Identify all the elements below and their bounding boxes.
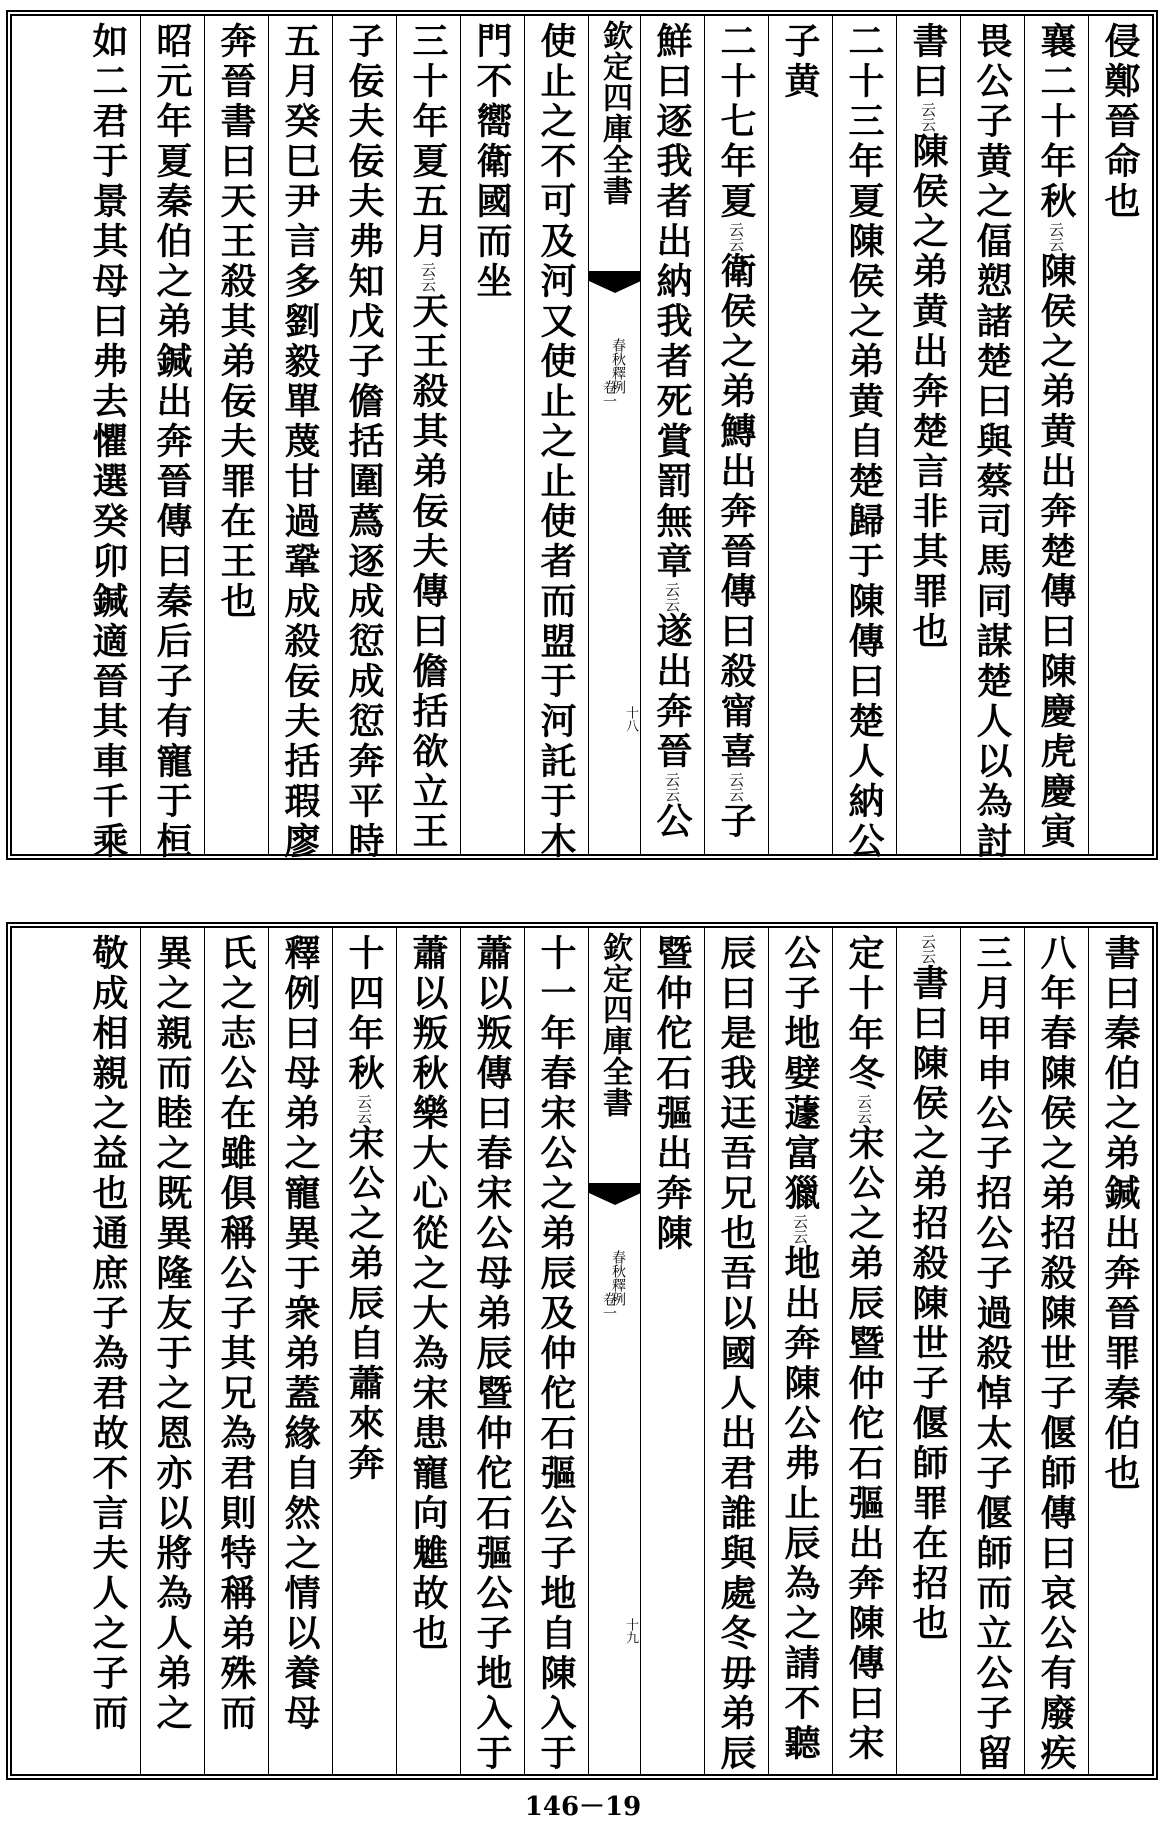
abbreviation-note: 云云 — [919, 934, 937, 964]
book-title: 春秋釋例 — [610, 1250, 626, 1306]
text-column — [460, 928, 524, 1774]
text-column — [704, 928, 768, 1774]
text-segment: 三十年夏五月 — [407, 22, 449, 262]
text-column — [832, 16, 896, 862]
column-text — [525, 22, 588, 862]
column-text — [1089, 934, 1152, 1494]
column-text — [269, 934, 332, 1734]
text-segment: 遂出奔晉 — [651, 612, 693, 772]
text-column — [332, 928, 396, 1774]
volume-label: 卷一 — [601, 380, 617, 408]
text-segment: 書曰 — [907, 22, 949, 102]
text-segment: 鮮曰逐我者出納我者死賞罰無章 — [651, 22, 693, 582]
text-segment: 子佞夫佞夫弗知戊子儋括圍蔿逐成愆成愆奔平時 — [343, 22, 385, 862]
text-segment: 暨仲佗石彄出奔陳 — [651, 934, 693, 1254]
column-text — [1025, 22, 1088, 852]
column-text — [333, 934, 396, 1484]
text-segment: 書曰秦伯之弟鍼出奔晉罪秦伯也 — [1099, 934, 1141, 1494]
text-column — [768, 928, 832, 1774]
column-text — [461, 934, 524, 1774]
column-text — [833, 934, 896, 1764]
text-segment: 昭元年夏秦伯之弟鍼出奔晉傳曰秦后子有寵于桓 — [151, 22, 193, 862]
text-segment: 公 — [651, 802, 693, 842]
page-footer-number: 146－19 — [524, 1792, 642, 1822]
column-text — [641, 22, 704, 842]
text-segment: 如二君于景其母曰弗去懼選癸卯鍼適晉其車千乘 — [87, 22, 129, 862]
text-segment: 子黄 — [779, 22, 821, 102]
column-text — [397, 934, 460, 1654]
abbreviation-note: 云云 — [855, 1094, 873, 1124]
column-text — [833, 22, 896, 862]
text-segment: 定十年冬 — [843, 934, 885, 1094]
text-segment: 氏之志公在雖俱稱公子其兄為君則特稱弟殊而 — [215, 934, 257, 1734]
text-segment: 三月甲申公子招公子過殺悼太子偃師而立公子留 — [971, 934, 1013, 1774]
text-segment: 地出奔陳公弗止辰為之請不聽 — [779, 1244, 821, 1764]
center-fold-column — [588, 16, 640, 854]
text-segment: 使止之不可及河又使止之止使者而盟于河託于木 — [535, 22, 577, 862]
text-column — [268, 16, 332, 862]
text-segment: 辰曰是我迋吾兄也吾以國人出君誰與處冬毋弟辰 — [715, 934, 757, 1774]
text-column — [268, 928, 332, 1774]
abbreviation-note: 云云 — [727, 772, 745, 802]
text-column — [640, 16, 704, 854]
text-column — [76, 16, 140, 862]
text-segment: 衛侯之弟鱄出奔晉傳曰殺甯喜 — [715, 252, 757, 772]
abbreviation-note: 云云 — [419, 262, 437, 292]
text-segment: 釋例曰母弟之寵異于衆弟蓋緣自然之情以養母 — [279, 934, 321, 1734]
column-text — [397, 22, 460, 852]
column-text — [333, 22, 396, 862]
leaf-number: 十九 — [623, 1618, 638, 1644]
column-text — [461, 22, 524, 302]
text-column — [896, 928, 960, 1774]
column-text — [1089, 22, 1152, 222]
text-segment: 侵鄭晉命也 — [1099, 22, 1141, 222]
text-segment: 宋公之弟辰暨仲佗石彄出奔陳傳曰宋 — [843, 1124, 885, 1764]
column-text — [269, 22, 332, 862]
text-segment: 天王殺其弟佞夫傳曰儋括欲立王 — [407, 292, 449, 852]
text-segment: 八年春陳侯之弟招殺陳世子偃師傳曰哀公有廢疾 — [1035, 934, 1077, 1774]
text-column — [524, 16, 588, 862]
text-segment: 五月癸巳尹言多劉毅單蔑甘過鞏成殺佞夫括瑕廖 — [279, 22, 321, 862]
abbreviation-note: 云云 — [1047, 222, 1065, 252]
abbreviation-note: 云云 — [663, 772, 681, 802]
text-column — [896, 16, 960, 854]
text-segment: 陳侯之弟黄出奔楚言非其罪也 — [907, 132, 949, 652]
abbreviation-note: 云云 — [663, 582, 681, 612]
column-text — [76, 22, 140, 862]
text-segment: 二十七年夏 — [715, 22, 757, 222]
text-segment: 陳侯之弟黄出奔楚傳曰陳慶虎慶寅 — [1035, 252, 1077, 852]
column-text — [205, 22, 268, 622]
text-segment: 十四年秋 — [343, 934, 385, 1094]
column-text — [705, 934, 768, 1774]
text-segment: 門不嚮衛國而坐 — [471, 22, 513, 302]
text-column — [704, 16, 768, 854]
text-column — [140, 928, 204, 1774]
column-text — [897, 934, 960, 1644]
top-page-panel — [6, 10, 1158, 860]
text-segment: 蕭以叛傳曰春宋公母弟辰暨仲佗石彄公子地入于 — [471, 934, 513, 1774]
text-column — [960, 928, 1024, 1774]
text-column — [832, 928, 896, 1774]
text-column — [1088, 928, 1152, 1774]
column-text — [641, 934, 704, 1254]
column-text — [769, 22, 832, 102]
book-title: 春秋釋例 — [610, 338, 626, 394]
column-text — [705, 22, 768, 842]
abbreviation-note: 云云 — [919, 102, 937, 132]
text-segment: 書曰陳侯之弟招殺陳世子偃師罪在招也 — [907, 964, 949, 1644]
text-column — [960, 16, 1024, 862]
fishtail-mark — [589, 1183, 640, 1203]
column-text — [205, 934, 268, 1734]
text-column — [396, 928, 460, 1774]
text-column — [768, 16, 832, 854]
column-text — [961, 934, 1024, 1774]
text-column — [204, 16, 268, 854]
collection-title: 欽定四庫全書 — [597, 932, 632, 1118]
text-column — [524, 928, 588, 1774]
column-text — [525, 934, 588, 1774]
text-column — [1088, 16, 1152, 854]
text-column — [396, 16, 460, 854]
leaf-number: 十八 — [623, 706, 638, 732]
text-segment: 二十三年夏陳侯之弟黄自楚歸于陳傳曰楚人納公 — [843, 22, 885, 862]
text-segment: 奔晉書曰天王殺其弟佞夫罪在王也 — [215, 22, 257, 622]
text-segment: 敬成相親之益也通庶子為君故不言夫人之子而 — [87, 934, 129, 1734]
abbreviation-note: 云云 — [355, 1094, 373, 1124]
abbreviation-note: 云云 — [727, 222, 745, 252]
text-segment: 宋公之弟辰自蕭來奔 — [343, 1124, 385, 1484]
text-segment: 公子地嬖蘧富獵 — [779, 934, 821, 1214]
bottom-page-columns — [12, 928, 1152, 1774]
text-column — [640, 928, 704, 1774]
center-fold-column — [588, 928, 640, 1774]
top-page-columns — [12, 16, 1152, 862]
collection-title: 欽定四庫全書 — [597, 20, 632, 206]
text-column — [332, 16, 396, 862]
text-segment: 異之親而睦之既異隆友于之恩亦以將為人弟之 — [151, 934, 193, 1734]
column-text — [897, 22, 960, 652]
text-segment: 襄二十年秋 — [1035, 22, 1077, 222]
column-text — [961, 22, 1024, 862]
bottom-page-panel — [6, 922, 1158, 1780]
column-text — [769, 934, 832, 1764]
column-text — [141, 22, 204, 862]
text-column — [204, 928, 268, 1774]
column-text — [141, 934, 204, 1734]
column-text — [1025, 934, 1088, 1774]
volume-label: 卷一 — [601, 1292, 617, 1320]
text-column — [1024, 928, 1088, 1774]
abbreviation-note: 云云 — [791, 1214, 809, 1244]
text-segment: 十一年春宋公之弟辰及仲佗石彄公子地自陳入于 — [535, 934, 577, 1774]
text-segment: 蕭以叛秋樂大心從之大為宋患寵向魋故也 — [407, 934, 449, 1654]
fishtail-mark — [589, 271, 640, 291]
text-column — [140, 16, 204, 862]
text-column — [76, 928, 140, 1774]
text-column — [1024, 16, 1088, 854]
text-column — [460, 16, 524, 854]
text-segment: 子 — [715, 802, 757, 842]
column-text — [76, 934, 140, 1734]
text-segment: 畏公子黄之偪愬諸楚曰與蔡司馬同謀楚人以為討 — [971, 22, 1013, 862]
